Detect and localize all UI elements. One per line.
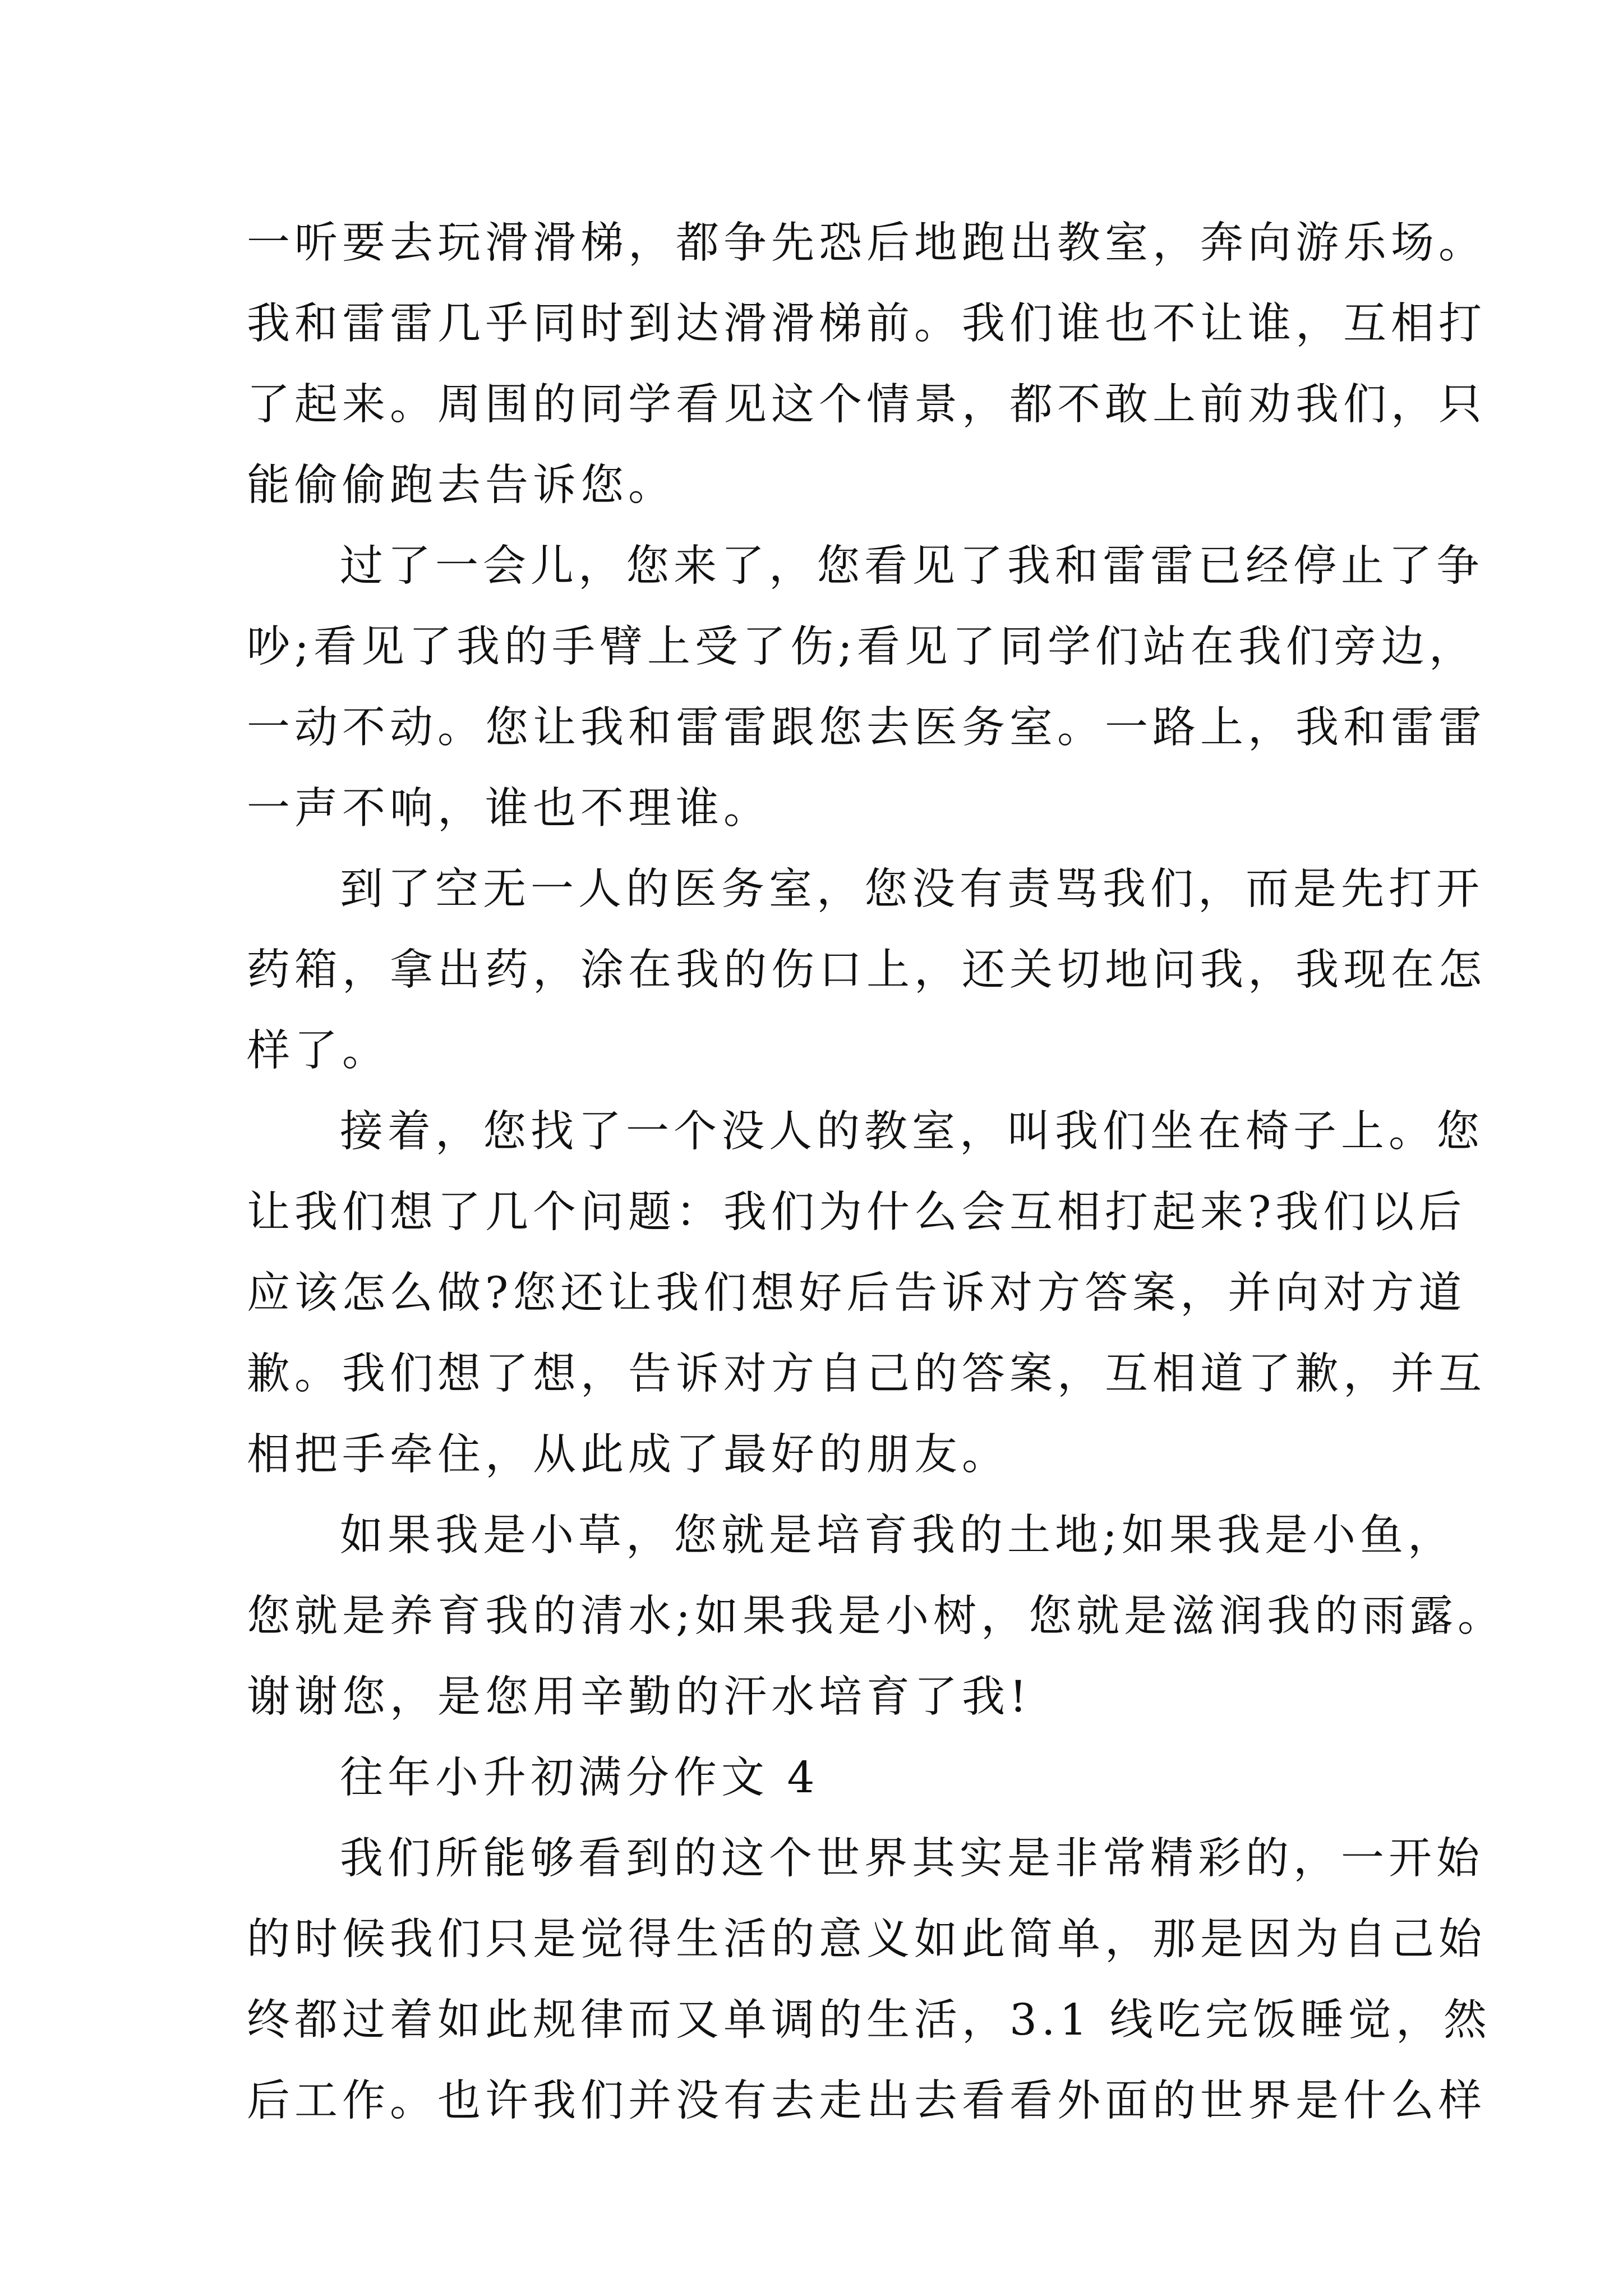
text-line: 一声不响，谁也不理谁。	[247, 784, 771, 834]
text-line: 相把手牵住，从此成了最好的朋友。	[247, 1430, 1009, 1480]
text-line: 能偷偷跑去告诉您。	[247, 461, 676, 510]
text-line: 一听要去玩滑滑梯，都争先恐后地跑出教室，奔向游乐场。	[247, 218, 1486, 268]
text-line: 一动不动。您让我和雷雷跟您去医务室。一路上，我和雷雷	[247, 703, 1486, 753]
text-line: 应该怎么做?您还让我们想好后告诉对方答案，并向对方道	[247, 1268, 1467, 1318]
text-line: 歉。我们想了想，告诉对方自己的答案，互相道了歉，并互	[247, 1349, 1486, 1399]
essay-body	[247, 203, 1505, 2142]
text-line: 往年小升初满分作文 4	[340, 1753, 819, 1803]
text-line: 吵;看见了我的手臂上受了伤;看见了同学们站在我们旁边，	[247, 622, 1477, 672]
text-line: 如果我是小草，您就是培育我的土地;如果我是小鱼，	[340, 1511, 1455, 1561]
text-line: 我和雷雷几乎同时到达滑滑梯前。我们谁也不让谁，互相打	[247, 299, 1486, 349]
text-line: 谢谢您，是您用辛勤的汗水培育了我!	[247, 1672, 1031, 1722]
text-line: 了起来。周围的同学看见这个情景，都不敢上前劝我们，只	[247, 380, 1486, 430]
text-line: 终都过着如此规律而又单调的生活，3.1 线吃完饭睡觉，然	[247, 1995, 1491, 2045]
text-line: 到了空无一人的医务室，您没有责骂我们，而是先打开	[340, 864, 1484, 914]
text-line: 的时候我们只是觉得生活的意义如此简单，那是因为自己始	[247, 1915, 1486, 1964]
text-line: 后工作。也许我们并没有去走出去看看外面的世界是什么样	[247, 2076, 1486, 2126]
text-line: 我们所能够看到的这个世界其实是非常精彩的，一开始	[340, 1834, 1484, 1884]
text-line: 样了。	[247, 1026, 390, 1076]
text-line: 接着，您找了一个没人的教室，叫我们坐在椅子上。您	[340, 1107, 1484, 1157]
text-line: 过了一会儿，您来了，您看见了我和雷雷已经停止了争	[340, 541, 1484, 591]
text-line: 药箱，拿出药，涂在我的伤口上，还关切地问我，我现在怎	[247, 945, 1486, 995]
text-line: 让我们想了几个问题：我们为什么会互相打起来?我们以后	[247, 1188, 1467, 1237]
text-line: 您就是养育我的清水;如果我是小树，您就是滋润我的雨露。	[247, 1591, 1505, 1641]
